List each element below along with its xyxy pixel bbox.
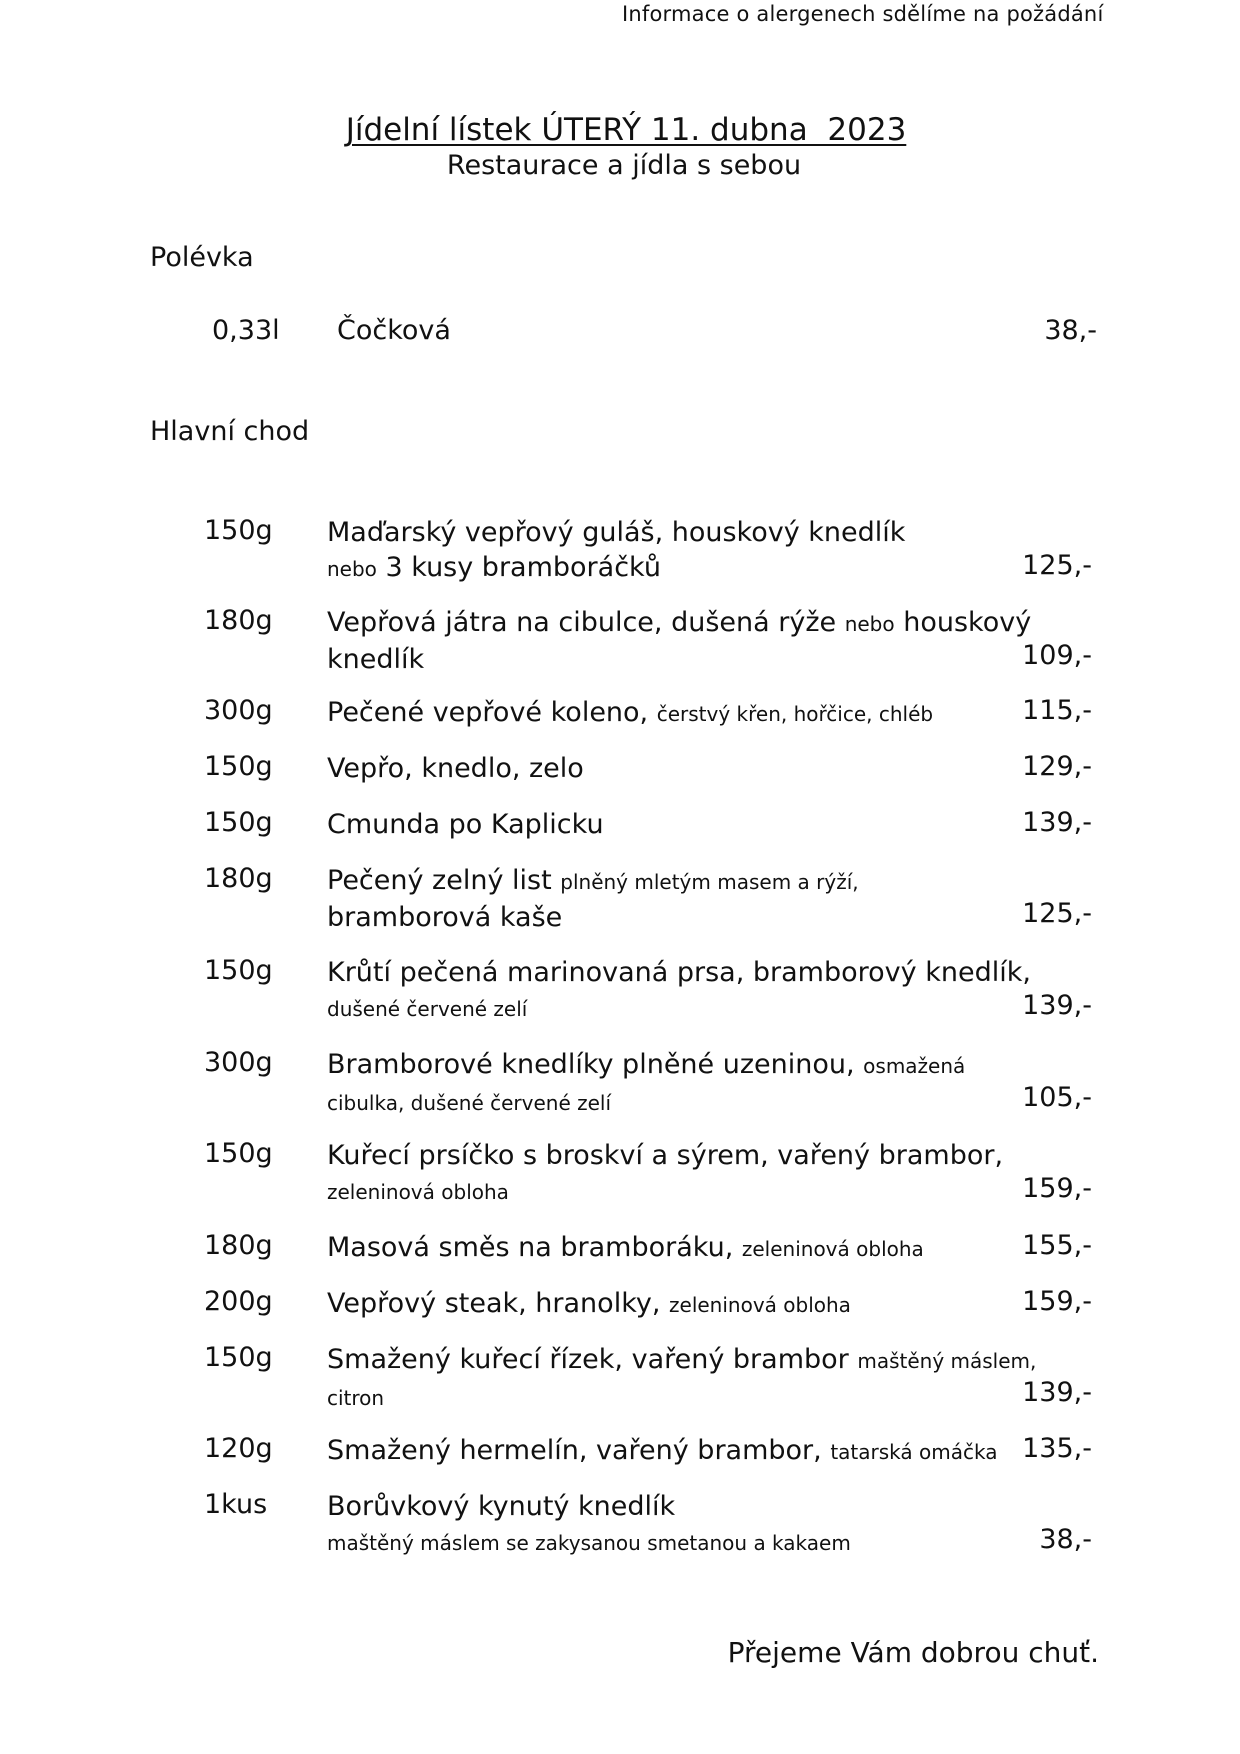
main-course-heading: Hlavní chod — [150, 416, 310, 447]
menu-item-weight: 150g — [204, 1342, 273, 1373]
menu-item-weight: 1kus — [204, 1489, 268, 1520]
menu-item-side-note: zeleninová obloha — [741, 1237, 924, 1261]
menu-item-side-note: citron — [327, 1386, 385, 1410]
menu-item — [0, 695, 1240, 730]
menu-item-line-1 — [327, 1230, 1027, 1267]
menu-item-name: Smažený hermelín, vařený brambor, — [327, 1435, 831, 1466]
menu-item — [0, 1489, 1240, 1559]
menu-item-name: Vepřo, knedlo, zelo — [327, 753, 584, 784]
menu-item-line-1 — [327, 1047, 1027, 1084]
menu-item-description — [327, 955, 1031, 1027]
menu-item-weight: 150g — [204, 807, 273, 838]
menu-item-line-2 — [327, 1524, 1027, 1561]
menu-item-side-note: dušené červené zelí — [327, 997, 528, 1021]
soup-item — [0, 315, 1240, 349]
menu-item-price: 38,- — [1039, 1524, 1092, 1555]
menu-item-description — [327, 1433, 1027, 1470]
menu-item-description — [327, 1489, 1027, 1561]
menu-item-price: 159,- — [1022, 1286, 1092, 1317]
menu-item-side-note: cibulka, dušené červené zelí — [327, 1091, 612, 1115]
menu-item-name-continued: knedlík — [327, 644, 425, 675]
menu-item-weight: 150g — [204, 751, 273, 782]
menu-item-line-2 — [327, 1084, 1027, 1121]
menu-item-price: 139,- — [1022, 807, 1092, 838]
menu-item-line-1 — [327, 695, 1027, 732]
menu-item-side-note: tatarská omáčka — [830, 1440, 998, 1464]
menu-item-description — [327, 807, 1027, 842]
menu-item — [0, 1342, 1240, 1412]
menu-item-name: Maďarský vepřový guláš, houskový knedlík — [327, 517, 906, 548]
menu-item-name: Pečené vepřové koleno, — [327, 697, 657, 728]
closing-greeting: Přejeme Vám dobrou chuť. — [727, 1636, 1099, 1669]
menu-item-price: 109,- — [1022, 640, 1092, 671]
menu-item-weight: 300g — [204, 1047, 273, 1078]
menu-item-description — [327, 751, 1027, 786]
menu-item-name: Smažený kuřecí řízek, vařený brambor — [327, 1344, 858, 1375]
menu-item-weight: 180g — [204, 605, 273, 636]
menu-item-line-1 — [327, 1286, 1027, 1323]
menu-item-description — [327, 1047, 1027, 1121]
menu-item — [0, 1138, 1240, 1208]
menu-item-weight: 180g — [204, 863, 273, 894]
menu-item — [0, 605, 1240, 675]
menu-item-line-2 — [327, 550, 1027, 587]
menu-item-price: 135,- — [1022, 1433, 1092, 1464]
menu-item — [0, 1047, 1240, 1117]
menu-item — [0, 751, 1240, 786]
menu-item — [0, 863, 1240, 933]
menu-item-description — [327, 1230, 1027, 1267]
menu-item-price: 155,- — [1022, 1230, 1092, 1261]
menu-item — [0, 955, 1240, 1025]
menu-item-line-2 — [327, 1173, 1027, 1210]
menu-item-name-continued: houskový — [894, 607, 1032, 638]
menu-item — [0, 515, 1240, 585]
menu-item — [0, 1433, 1240, 1468]
menu-item-name: Vepřový steak, hranolky, — [327, 1288, 670, 1319]
menu-item-line-1 — [327, 863, 1027, 900]
menu-item-description — [327, 863, 1027, 935]
menu-item-line-1 — [327, 1433, 1027, 1470]
menu-item-price: 139,- — [1022, 1377, 1092, 1408]
menu-item-weight: 180g — [204, 1230, 273, 1261]
menu-item-line-2 — [327, 900, 1027, 935]
menu-item-name: Vepřová játra na cibulce, dušená rýže — [327, 607, 845, 638]
menu-item-name-continued: 3 kusy bramboráčků — [376, 552, 661, 583]
menu-item — [0, 1230, 1240, 1265]
menu-item — [0, 807, 1240, 842]
menu-item-name: Kuřecí prsíčko s broskví a sýrem, vařený brambor, — [327, 1140, 1004, 1171]
menu-item-description — [327, 515, 1027, 587]
soup-weight: 0,33l — [212, 315, 280, 346]
menu-item-line-1 — [327, 955, 1031, 990]
menu-item-weight: 150g — [204, 1138, 273, 1169]
menu-item-description — [327, 695, 1027, 732]
menu-item-price: 105,- — [1022, 1082, 1092, 1113]
menu-item-side-note: plněný mletým masem a rýží, — [560, 870, 859, 894]
menu-item-side-note: osmažená — [863, 1054, 966, 1078]
menu-item-description — [327, 1138, 1027, 1210]
menu-item-name: Pečený zelný list — [327, 865, 561, 896]
menu-item-line-2 — [327, 642, 1027, 677]
menu-title-block — [0, 112, 1240, 148]
menu-item-line-1 — [327, 807, 1027, 842]
menu-item-line-2 — [327, 1379, 1027, 1416]
menu-item-name: Cmunda po Kaplicku — [327, 809, 604, 840]
menu-item-price: 129,- — [1022, 751, 1092, 782]
menu-item-line-1 — [327, 751, 1027, 786]
menu-item-price: 139,- — [1022, 990, 1092, 1021]
menu-title: Jídelní lístek ÚTERÝ 11. dubna 2023 — [345, 112, 907, 148]
menu-subtitle: Restaurace a jídla s sebou — [446, 150, 802, 181]
menu-item-price: 125,- — [1022, 550, 1092, 581]
menu-item-weight: 120g — [204, 1433, 273, 1464]
menu-item-line-1 — [327, 1138, 1027, 1173]
menu-item-weight: 200g — [204, 1286, 273, 1317]
menu-item-side-note: zeleninová obloha — [669, 1293, 851, 1317]
menu-item-price: 125,- — [1022, 898, 1092, 929]
soup-price: 38,- — [1044, 315, 1097, 346]
menu-item-description — [327, 1342, 1037, 1416]
menu-item — [0, 1286, 1240, 1321]
menu-item-weight: 300g — [204, 695, 273, 726]
menu-item-line-1 — [327, 605, 1032, 642]
menu-item-description — [327, 1286, 1027, 1323]
menu-item-side-note: nebo — [327, 557, 377, 581]
menu-item-line-1 — [327, 515, 1027, 550]
menu-item-line-2 — [327, 990, 1027, 1027]
menu-item-side-note: zeleninová obloha — [327, 1180, 509, 1204]
menu-item-side-note: maštěný máslem se zakysanou smetanou a kakaem — [327, 1531, 851, 1555]
menu-item-name: Krůtí pečená marinovaná prsa, bramborový knedlík, — [327, 957, 1031, 988]
menu-item-price: 115,- — [1022, 695, 1092, 726]
menu-item-side-note: nebo — [844, 612, 895, 636]
soup-heading: Polévka — [150, 242, 254, 273]
menu-item-name: Borůvkový kynutý knedlík — [327, 1491, 676, 1522]
menu-subtitle-block — [0, 150, 1240, 181]
menu-item-weight: 150g — [204, 955, 273, 986]
menu-item-description — [327, 605, 1032, 677]
menu-item-side-note: čerstvý křen, hořčice, chléb — [656, 702, 934, 726]
menu-item-name-continued: bramborová kaše — [327, 902, 563, 933]
menu-item-side-note: maštěný máslem, — [857, 1349, 1037, 1373]
menu-item-weight: 150g — [204, 515, 273, 546]
soup-name: Čočková — [337, 315, 451, 346]
menu-item-name: Bramborové knedlíky plněné uzeninou, — [327, 1049, 864, 1080]
menu-item-price: 159,- — [1022, 1173, 1092, 1204]
menu-item-line-1 — [327, 1489, 1027, 1524]
allergen-note: Informace o alergenech sdělíme na požádání — [622, 2, 1104, 26]
menu-item-name: Masová směs na bramboráku, — [327, 1232, 742, 1263]
menu-item-line-1 — [327, 1342, 1037, 1379]
